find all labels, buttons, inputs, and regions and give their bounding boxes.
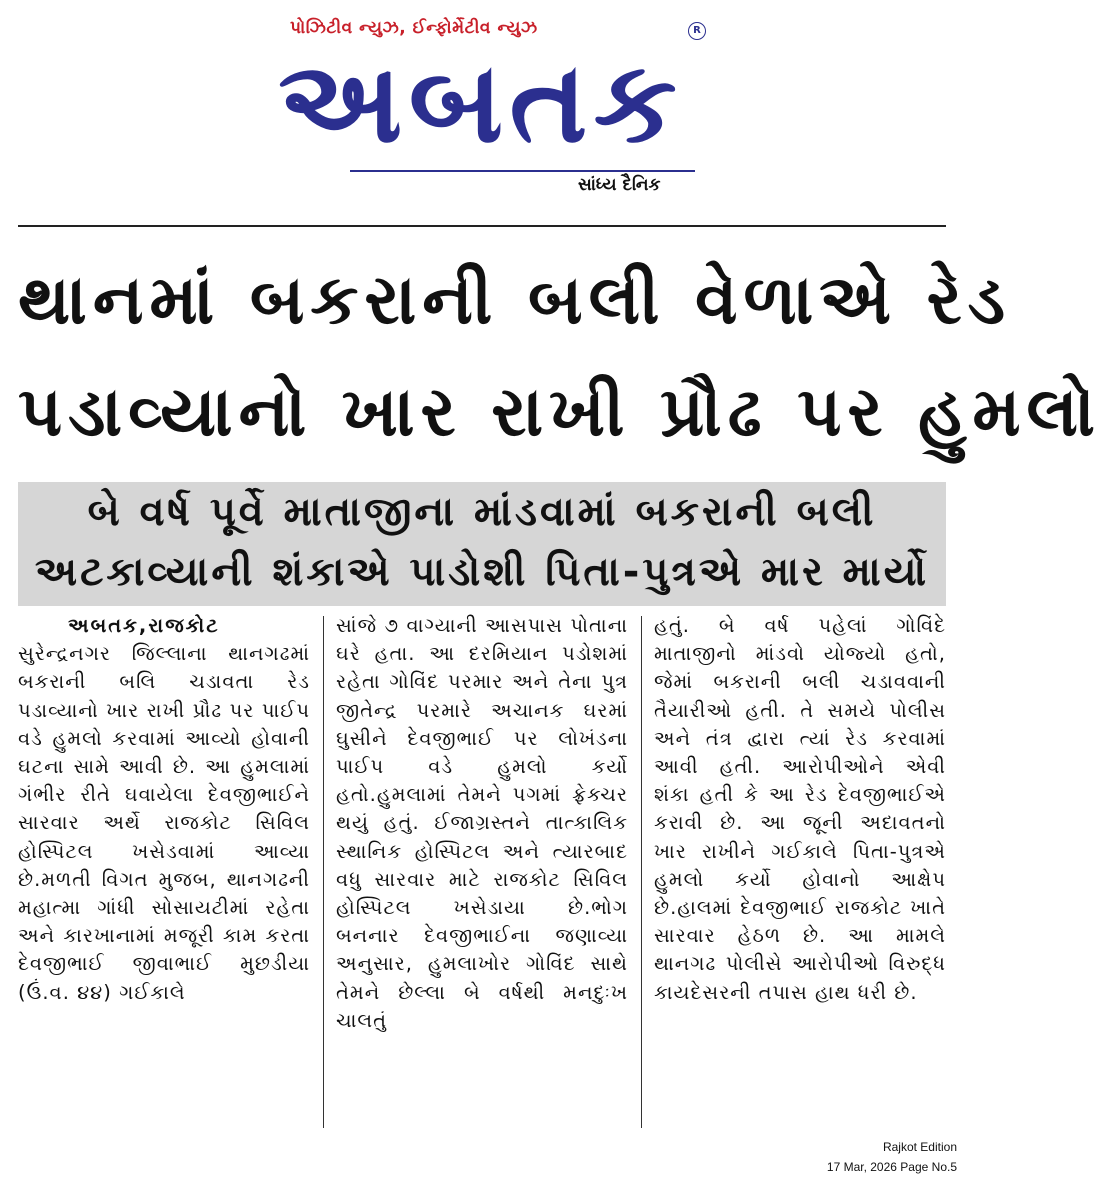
footer-date-page: 17 Mar, 2026 Page No.5 bbox=[826, 1160, 957, 1174]
headline bbox=[18, 245, 1101, 469]
article-column-3 bbox=[654, 612, 946, 1132]
subheadline-line-1: બે વર્ષ પૂર્વે માતાજીના માંડવામાં બકરાની બલી bbox=[87, 489, 877, 535]
edition-type: સાંધ્ય દૈનિક bbox=[578, 175, 661, 195]
subheadline-box bbox=[18, 482, 946, 606]
headline-line-2: પડાવ્યાનો ખાર રાખી પ્રૌઢ પર હુમલો bbox=[18, 373, 1101, 452]
article-column-1 bbox=[18, 612, 310, 1132]
column-divider bbox=[641, 616, 642, 1128]
masthead bbox=[0, 0, 967, 215]
top-rule-divider bbox=[18, 225, 946, 227]
registered-mark: R bbox=[688, 22, 706, 40]
article-body bbox=[18, 612, 946, 1132]
article-column-2 bbox=[336, 612, 628, 1132]
subheadline-line-2: અટકાવ્યાની શંકાએ પાડોશી પિતા-પુત્રએ માર માર્યો bbox=[34, 549, 930, 595]
masthead-tagline: પોઝિટીવ ન્યુઝ, ઈન્ફોર્મેટીવ ન્યુઝ bbox=[290, 18, 538, 38]
logo-underline bbox=[350, 170, 695, 172]
article-dateline: અબતક,રાજકોટ bbox=[68, 614, 220, 637]
article-column-3-text: હતું. બે વર્ષ પહેલાં ગોવિંદે માતાજીનો માંડવો યોજ્યો હતો, જેમાં બકરાની બલી ચડાવવાની તૈયારીઓ હતી. તે સમયે પોલીસ અને તંત્ર દ્વારા ત્યાં રેડ કરવામાં આવી હતી. આરોપીઓને એવી શંકા હતી કે આ રેડ દેવજીભાઈએ કરાવી છે. આ જૂની અદાવતનો ખાર રાખીને ગઈકાલે પિતા-પુત્રએ હુમલો કર્યો હોવાનો આક્ષેપ છે.હાલમાં દેવજીભાઈ રાજકોટ ખાતે સારવાર હેઠળ છે. આ મામલે થાનગઢ પોલીસે આરોપીઓ વિરુદ્ધ કાયદેસરની તપાસ હાથ ધરી છે. bbox=[654, 614, 946, 1004]
page-footer bbox=[827, 1137, 957, 1177]
column-divider bbox=[323, 616, 324, 1128]
article-column-1-text: સુરેન્દ્રનગર જિલ્લાના થાનગઢમાં બકરાની બલિ ચડાવતા રેડ પડાવ્યાનો ખાર રાખી પ્રૌઢ પર પાઈપ વડે હુમલો કરવામાં આવ્યો હોવાની ઘટના સામે આવી છે. આ હુમલામાં ગંભીર રીતે ઘવાયેલા દેવજીભાઈને સારવાર અર્થે રાજકોટ સિવિલ હોસ્પિટલ ખસેડવામાં આવ્યા છે.મળતી વિગત મુજબ, થાનગઢની મહાત્મા ગાંધી સોસાયટીમાં રહેતા અને કારખાનામાં મજૂરી કામ કરતા દેવજીભાઈ જીવાભાઈ મુછડીયા (ઉં.વ. ૪૪) ગઈકાલે bbox=[18, 642, 310, 1004]
headline-line-1: થાનમાં બકરાની બલી વેળાએ રેડ bbox=[18, 261, 1012, 340]
newspaper-logo: અબતક bbox=[278, 36, 683, 168]
footer-edition: Rajkot Edition bbox=[882, 1140, 957, 1154]
article-column-2-text: સાંજે ૭ વાગ્યાની આસપાસ પોતાના ઘરે હતા. આ દરમિયાન પડોશમાં રહેતા ગોવિંદ પરમાર અને તેના પુત્ર જીતેન્દ્ર પરમારે અચાનક ઘરમાં ઘુસીને દેવજીભાઈ પર લોખંડના પાઈપ વડે હુમલો કર્યો હતો.હુમલામાં તેમને પગમાં ફ્રેક્ચર થયું હતું. ઈજાગ્રસ્તને તાત્કાલિક સ્થાનિક હોસ્પિટલ અને ત્યારબાદ વધુ સારવાર માટે રાજકોટ સિવિલ હોસ્પિટલ ખસેડાયા છે.ભોગ બનનાર દેવજીભાઈના જણાવ્યા અનુસાર, હુમલાખોર ગોવિંદ સાથે તેમને છેલ્લા બે વર્ષથી મનદુઃખ ચાલતું bbox=[336, 614, 628, 1032]
